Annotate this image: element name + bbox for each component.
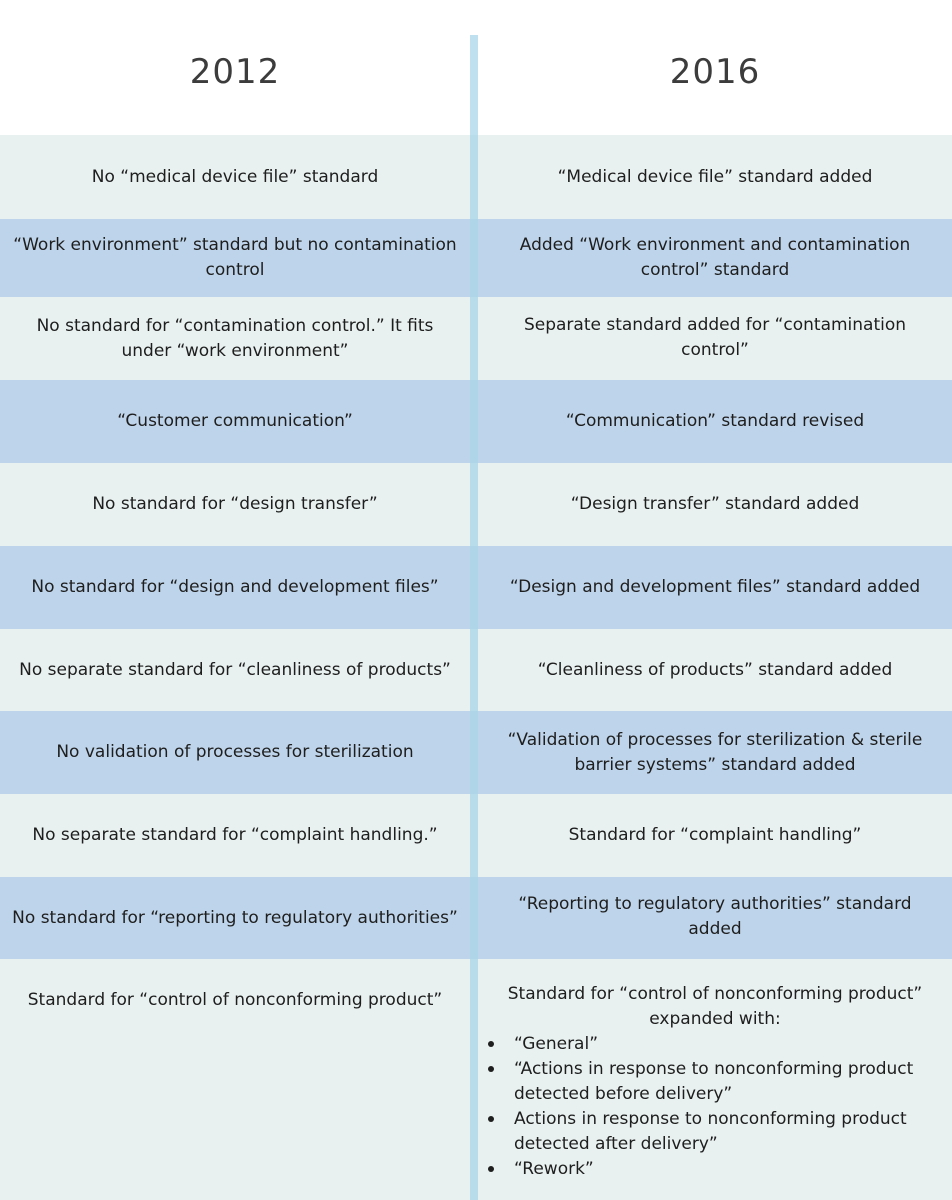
- column-divider: [470, 35, 478, 1200]
- cell-2016: Added “Work environment and contamination control” standard: [519, 235, 911, 280]
- list-item: “Actions in response to nonconforming product detected before delivery”: [486, 1057, 924, 1107]
- cell-2012: “Work environment” standard but no contamination control: [13, 235, 457, 280]
- cell-2012: No standard for “design transfer”: [92, 494, 378, 514]
- year-2012-heading: 2012: [189, 52, 281, 92]
- expanded-standard-intro: Standard for “control of nonconforming product” expanded with:: [507, 984, 923, 1029]
- list-item: “Rework”: [486, 1157, 924, 1182]
- cell-2012: “Customer communication”: [117, 411, 353, 431]
- cell-2016: “Medical device file” standard added: [557, 166, 873, 187]
- cell-2016: Standard for “complaint handling”: [568, 825, 862, 845]
- cell-2016: “Cleanliness of products” standard added: [537, 659, 893, 680]
- list-item: Actions in response to nonconforming product detected after delivery”: [486, 1107, 924, 1157]
- cell-2016: Separate standard added for “contamination control”: [523, 315, 907, 360]
- cell-2016: [478, 959, 952, 1200]
- cell-2016: “Communication” standard revised: [565, 411, 865, 431]
- cell-2012: Standard for “control of nonconforming product”: [27, 990, 443, 1010]
- cell-2016: “Design transfer” standard added: [570, 494, 860, 514]
- cell-2012: No validation of processes for sterilization: [56, 742, 414, 762]
- cell-2016: “Validation of processes for sterilization & sterile barrier systems” standard added: [507, 729, 923, 775]
- cell-2012: No standard for “design and development files”: [31, 577, 439, 597]
- cell-2016: “Design and development files” standard added: [509, 577, 921, 597]
- expansion-bullet-list: [486, 1032, 944, 1182]
- cell-2012: No standard for “contamination control.” It fits under “work environment”: [36, 315, 434, 361]
- cell-2012: No separate standard for “complaint handling.”: [32, 825, 438, 845]
- year-2016-heading: 2016: [669, 52, 761, 92]
- cell-2012: No standard for “reporting to regulatory authorities”: [12, 907, 458, 928]
- cell-2012: No separate standard for “cleanliness of products”: [19, 659, 451, 680]
- cell-2012: No “medical device file” standard: [91, 166, 379, 187]
- list-item: “General”: [486, 1032, 924, 1057]
- cell-2016: “Reporting to regulatory authorities” standard added: [518, 894, 912, 939]
